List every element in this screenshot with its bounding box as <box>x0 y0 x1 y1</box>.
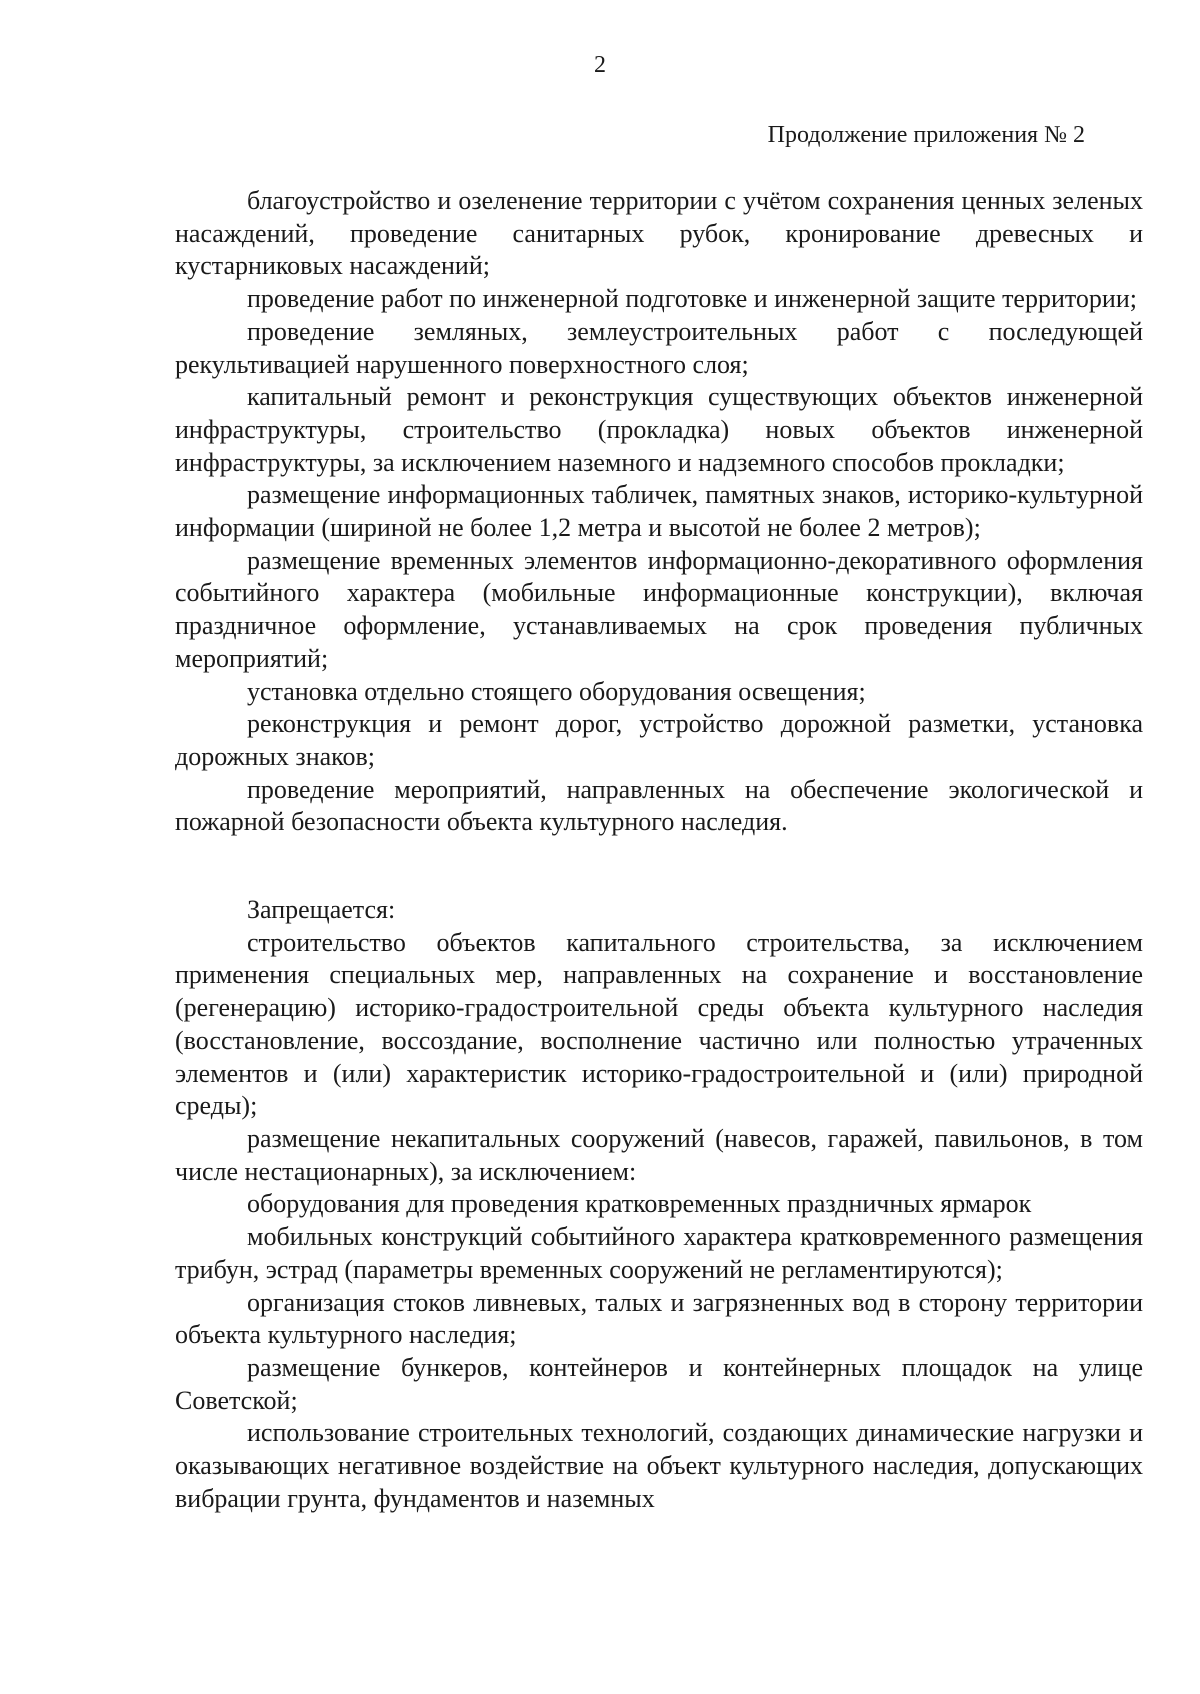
permitted-item: проведение мероприятий, направленных на обеспечение экологической и пожарной безопасности объекта культурного наследия. <box>175 774 1143 837</box>
permitted-item: реконструкция и ремонт дорог, устройство дорожной разметки, установка дорожных знаков; <box>175 709 1143 771</box>
permitted-item: благоустройство и озеленение территории с учётом сохранения ценных зеленых насаждений, проведение санитарных рубок, кронирование древесных и кустарниковых насаждений; <box>175 186 1143 281</box>
permitted-item: установка отдельно стоящего оборудования освещения; <box>247 676 866 706</box>
permitted-item: размещение временных элементов информационно-декоративного оформления событийного характера (мобильные информационные конструкции), включая праздничное оформление, устанавливаемых на срок проведения публичных мероприятий; <box>175 545 1143 673</box>
continuation-header: Продолжение приложения № 2 <box>767 122 1085 148</box>
permitted-item: размещение информационных табличек, памятных знаков, историко-культурной информации (шириной не более 1,2 метра и высотой не более 2 метров); <box>175 480 1143 543</box>
prohibited-item: оборудования для проведения кратковременных праздничных ярмарок <box>247 1189 1032 1219</box>
page-number: 2 <box>594 52 606 78</box>
prohibited-heading: Запрещается: <box>247 895 396 925</box>
document-body <box>175 185 1143 1515</box>
prohibited-item: использование строительных технологий, создающих динамические нагрузки и оказывающих негативное воздействие на объект культурного наследия, допускающих вибрации грунта, фундаментов и наземных <box>175 1418 1143 1513</box>
prohibited-item: размещение некапитальных сооружений (навесов, гаражей, павильонов, в том числе нестационарных), за исключением: <box>175 1123 1143 1186</box>
permitted-item: проведение работ по инженерной подготовке и инженерной защите территории; <box>247 284 1137 314</box>
section-gap <box>175 839 1143 894</box>
permitted-item: капитальный ремонт и реконструкция существующих объектов инженерной инфраструктуры, строительство (прокладка) новых объектов инженерной инфраструктуры, за исключением наземного и надземного способов прокладки; <box>175 382 1143 477</box>
prohibited-item: организация стоков ливневых, талых и загрязненных вод в сторону территории объекта культурного наследия; <box>175 1287 1143 1350</box>
prohibited-item: размещение бункеров, контейнеров и контейнерных площадок на улице Советской; <box>175 1352 1143 1415</box>
permitted-item: проведение земляных, землеустроительных работ с последующей рекультивацией нарушенного поверхностного слоя; <box>175 316 1143 379</box>
prohibited-item: мобильных конструкций событийного характера кратковременного размещения трибун, эстрад (параметры временных сооружений не регламентируются); <box>175 1222 1143 1284</box>
prohibited-item: строительство объектов капитального строительства, за исключением применения специальных мер, направленных на сохранение и восстановление (регенерацию) историко-градостроительной среды объекта культурного наследия (восстановление, воссоздание, восполнение частично или полностью утраченных элементов и (или) характеристик историко-градостроительной и (или) природной среды); <box>175 927 1143 1121</box>
